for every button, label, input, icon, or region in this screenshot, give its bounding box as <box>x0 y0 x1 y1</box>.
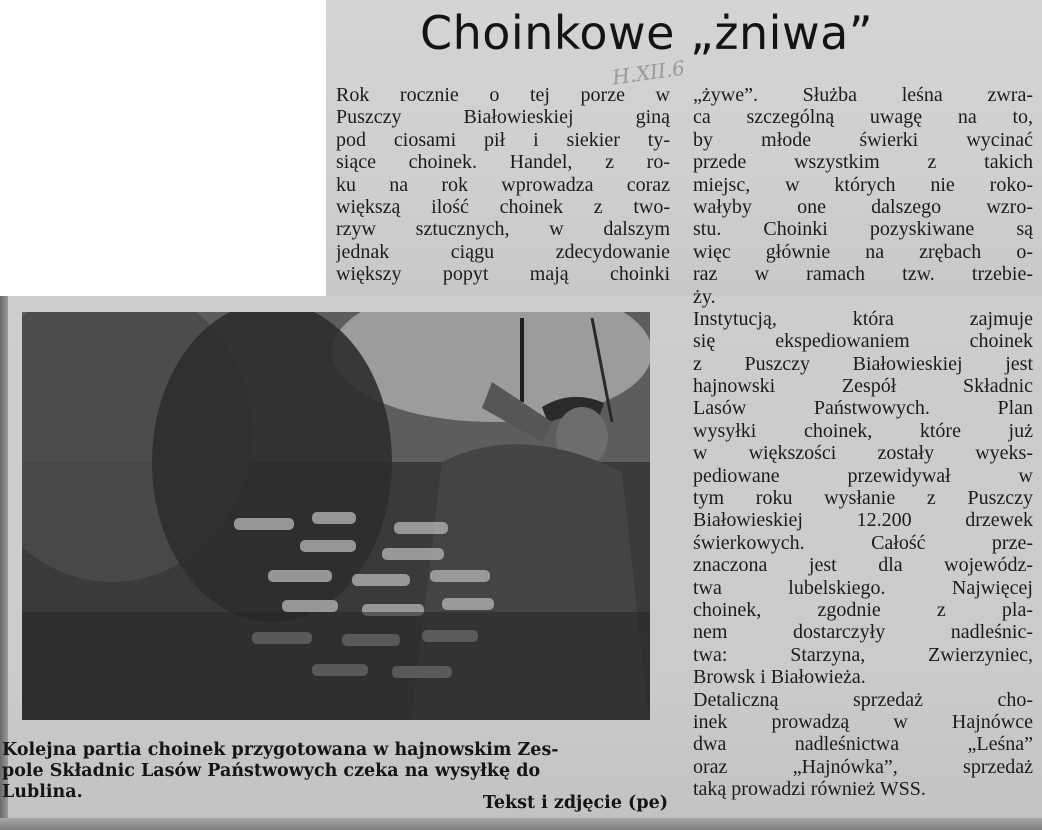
text-line: „żywe”. Służba leśna zwra- <box>693 84 1033 106</box>
forest-workers-photo <box>22 312 650 720</box>
text-line: inek prowadzą w Hajnówce <box>693 710 1033 733</box>
text-line: taką prowadzi również WSS. <box>693 778 926 801</box>
text-line: Puszczy Białowieskiej giną <box>336 106 670 129</box>
pencil-annotation: H.XII.6 <box>610 55 687 90</box>
text-line: wysyłki choinek, które już <box>693 419 1033 442</box>
text-line: rzyw sztucznych, w dalszym <box>336 218 670 241</box>
text-line: wałyby one dalszego wzro- <box>693 195 1033 218</box>
text-line: hajnowski Zespół Składnic <box>693 375 1033 398</box>
text-line: nem dostarczyły nadleśnic- <box>693 621 1033 644</box>
text-line: twa: Starzyna, Zwierzyniec, <box>693 643 1033 666</box>
text-line: choinek, zgodnie z pla- <box>693 598 1033 621</box>
text-line: Instytucją, która zajmuje <box>693 307 1033 330</box>
caption-line: Lublina. <box>2 782 83 802</box>
caption-line: Kolejna partia choinek przygotowana w hajnowskim Zes- <box>2 740 559 760</box>
text-line: pod ciosami pił i siekier ty- <box>336 128 670 151</box>
text-line: z Puszczy Białowieskiej jest <box>693 352 1033 375</box>
text-line: siące choinek. Handel, z ro- <box>336 151 670 174</box>
text-line: Białowieskiej 12.200 drzewek <box>693 509 1033 532</box>
text-line: jednak ciągu zdecydowanie <box>336 240 670 263</box>
text-line: większą ilość choinek z two- <box>336 195 670 218</box>
text-line: ży. <box>693 285 716 308</box>
text-line: ca szczególną uwagę na to, <box>693 106 1033 129</box>
text-line: Lasów Państwowych. Plan <box>693 397 1033 420</box>
text-line: Detaliczną sprzedaż cho- <box>693 688 1033 711</box>
text-line: dwa nadleśnictwa „Leśna” <box>693 733 1033 756</box>
text-line: w większości zostały wyeks- <box>693 442 1033 465</box>
text-line: ku na rok wprowadza coraz <box>336 173 670 196</box>
article-headline: Choinkowe „żniwa” <box>420 6 874 60</box>
text-line: świerkowych. Całość prze- <box>693 531 1033 554</box>
photo-credit: Tekst i zdjęcie (pe) <box>482 793 668 813</box>
text-line: Rok rocznie o tej porze w <box>336 84 670 106</box>
text-line: pediowane przewidywał w <box>693 464 1033 487</box>
article-photo <box>22 312 650 720</box>
article-right-column <box>693 84 1033 801</box>
text-line: się ekspediowaniem choinek <box>693 330 1033 353</box>
text-line: tym roku wysłanie z Puszczy <box>693 487 1033 510</box>
text-line: przede wszystkim z takich <box>693 151 1033 174</box>
text-line: miejsc, w których nie roko- <box>693 173 1033 196</box>
text-line: Browsk i Białowieża. <box>693 666 866 689</box>
text-line: stu. Choinki pozyskiwane są <box>693 218 1033 241</box>
text-line: większy popyt mają choinki <box>336 263 670 286</box>
text-line: twa lubelskiego. Najwięcej <box>693 576 1033 599</box>
text-line: raz w ramach tzw. trzebie- <box>693 263 1033 286</box>
text-line: znaczona jest dla wojewódz- <box>693 554 1033 577</box>
blank-corner <box>0 0 326 296</box>
text-line: by młode świerki wycinać <box>693 128 1033 151</box>
paper-bottom-edge <box>0 818 1042 830</box>
text-line: oraz „Hajnówka”, sprzedaż <box>693 755 1033 778</box>
article-left-column <box>336 84 670 286</box>
text-line: więc głównie na zrębach o- <box>693 240 1033 263</box>
caption-line: pole Składnic Lasów Państwowych czeka na wysyłkę do <box>2 761 541 781</box>
